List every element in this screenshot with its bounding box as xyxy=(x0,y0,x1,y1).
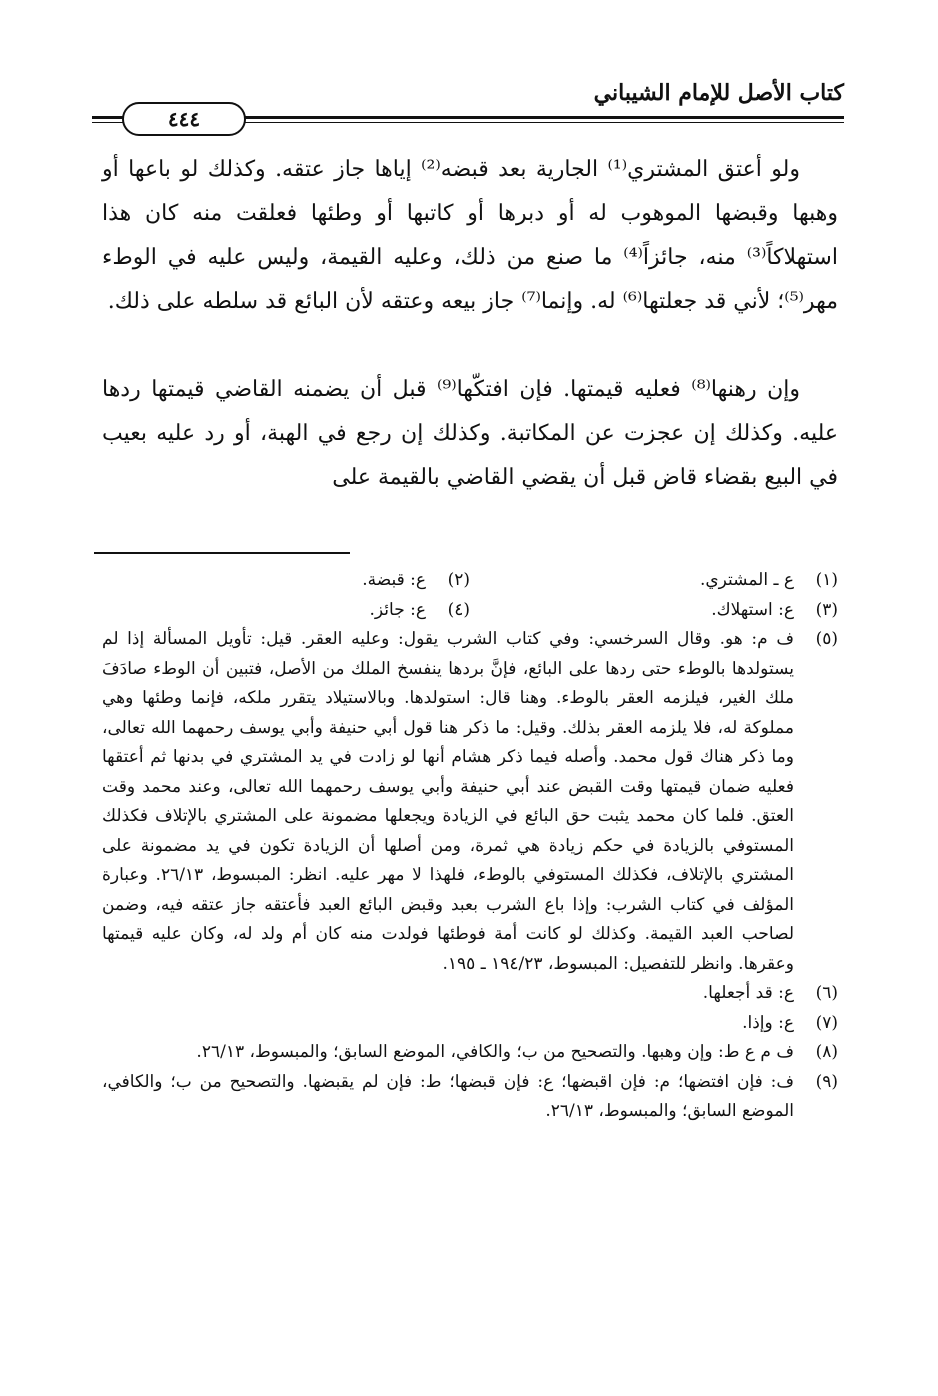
footnotes xyxy=(102,566,838,1127)
footnote-row xyxy=(102,596,838,626)
footnote-text: ف م ع ط: وإن وهبها. والتصحيح من ب؛ والكافي، الموضع السابق؛ والمبسوط، ٢٦/١٣. xyxy=(196,1042,794,1062)
footnote-number: (٩) xyxy=(815,1071,838,1092)
footnote xyxy=(470,596,838,626)
footnote-number: (٢) xyxy=(447,570,470,590)
footnote-text: ع: قبضة. xyxy=(362,570,426,590)
footnote xyxy=(102,566,470,596)
footnote xyxy=(102,625,838,979)
footnote-number: (٦) xyxy=(815,983,838,1003)
footnote-text: ع: وإذا. xyxy=(742,1012,794,1033)
footnote-number: (٤) xyxy=(447,599,470,620)
footnote-separator xyxy=(94,552,350,554)
footnote xyxy=(102,596,470,626)
footnote-number: (٧) xyxy=(815,1012,838,1033)
footnote xyxy=(102,1068,838,1127)
footnote-text: ع: قد أجعلها. xyxy=(702,983,794,1003)
paragraph: وإن رهنها⁽⁸⁾ فعليه قيمتها. فإن افتكّها⁽⁹⁾ قبل أن يضمنه القاضي قيمتها ردها عليه. وكذلك إن عجزت عن المكاتبة. وكذلك إن رجع في الهبة، أو رد عليه بعيب في البيع بقضاء قاض قبل أن يقضي القاضي بالقيمة على xyxy=(102,377,838,490)
footnote-number: (٥) xyxy=(815,629,838,649)
footnote-number: (٨) xyxy=(815,1042,838,1062)
page-header xyxy=(92,60,844,130)
footnote-text: ع: استهلاك. xyxy=(711,599,794,620)
footnote-row xyxy=(102,566,838,596)
footnote-number: (١) xyxy=(815,570,838,590)
footnote-text: ف: فإن افتضها؛ م: فإن اقبضها؛ ع: فإن قبضها؛ ط: فإن لم يقبضها. والتصحيح من ب؛ والكافي، الموضع السابق؛ والمبسوط، ٢٦/١٣. xyxy=(102,1071,794,1121)
footnote xyxy=(102,1009,838,1039)
footnote-text: ع ـ المشتري. xyxy=(699,570,794,590)
footnote xyxy=(470,566,838,596)
footnote xyxy=(102,979,838,1009)
footnote xyxy=(102,1038,838,1068)
footnote-number: (٣) xyxy=(815,599,838,620)
footnote-text: ف م: هو. وقال السرخسي: وفي كتاب الشرب يقول: وعليه العقر. قيل: تأويل المسألة إذا لم يستولدها بالوطء حتى ردها على البائع، فإنَّ بردها ينفسخ الملك من الأصل، فتبين أن الوطء صادَفَ ملك الغير، فيلزمه العقر بالوطء. وهنا قال: استولدها. وبالاستيلاد يتقرر ملكه، فإنما وطئها وهي مملوكة له، فلا يلزمه العقر بذلك. وقيل: ما ذكر هنا قول أبي حنيفة وأبي يوسف رحمهما الله تعالى، وما ذكر هناك قول محمد. وأصله فيما ذكر هشام أنها لو زادت في يد المشتري في بدنها ثم أعتقها فعليه ضمان قيمتها وقت القبض عند أبي حنيفة وأبي يوسف رحمهما الله تعالى، وعند محمد وقت العتق. فلما كان محمد يثبت حق البائع في الزيادة ويجعلها مضمونة على المشتري بالإتلاف فكذلك المستوفي بالزيادة في حكم زيادة هي ثمرة، ومن أصلها أن الزيادة تكون في يد مضمونة على المشتري بالإتلاف، فكذلك المستوفي بالوطء، فلهذا لا مهر عليه. انظر: المبسوط، ٢٦/١٣. وعبارة المؤلف في كتاب الشرب: وإذا باع الشرب بعبد وقبض البائع العبد فأعتقه جاز عتقه فيه، وضمن لصاحب العبد القيمة. وكذلك لو كانت أمة فوطئها فولدت منه كان أم ولد له، وكان عليه قيمتها وعقرها. وانظر للتفصيل: المبسوط، ١٩٤/٢٣ ـ ١٩٥. xyxy=(102,629,794,974)
book-title: كتاب الأصل للإمام الشيباني xyxy=(593,80,844,106)
main-text xyxy=(102,148,838,500)
footnote-text: ع: جائز. xyxy=(369,599,426,620)
paragraph: ولو أعتق المشتري⁽¹⁾ الجارية بعد قبضه⁽²⁾ إياها جاز عتقه. وكذلك لو باعها أو وهبها وقبضها الموهوب له أو دبرها أو كاتبها أو وطئها فعلقت منه كان هذا استهلاكاً⁽³⁾ منه، جائزاً⁽⁴⁾ ما صنع من ذلك، وعليه القيمة، وليس عليه في الوطء مهر⁽⁵⁾؛ لأني قد جعلتها⁽⁶⁾ له. وإنما⁽⁷⁾ جاز بيعه وعتقه لأن البائع قد سلطه على ذلك. xyxy=(102,157,838,314)
page-number: ٤٤٤ xyxy=(122,102,246,136)
